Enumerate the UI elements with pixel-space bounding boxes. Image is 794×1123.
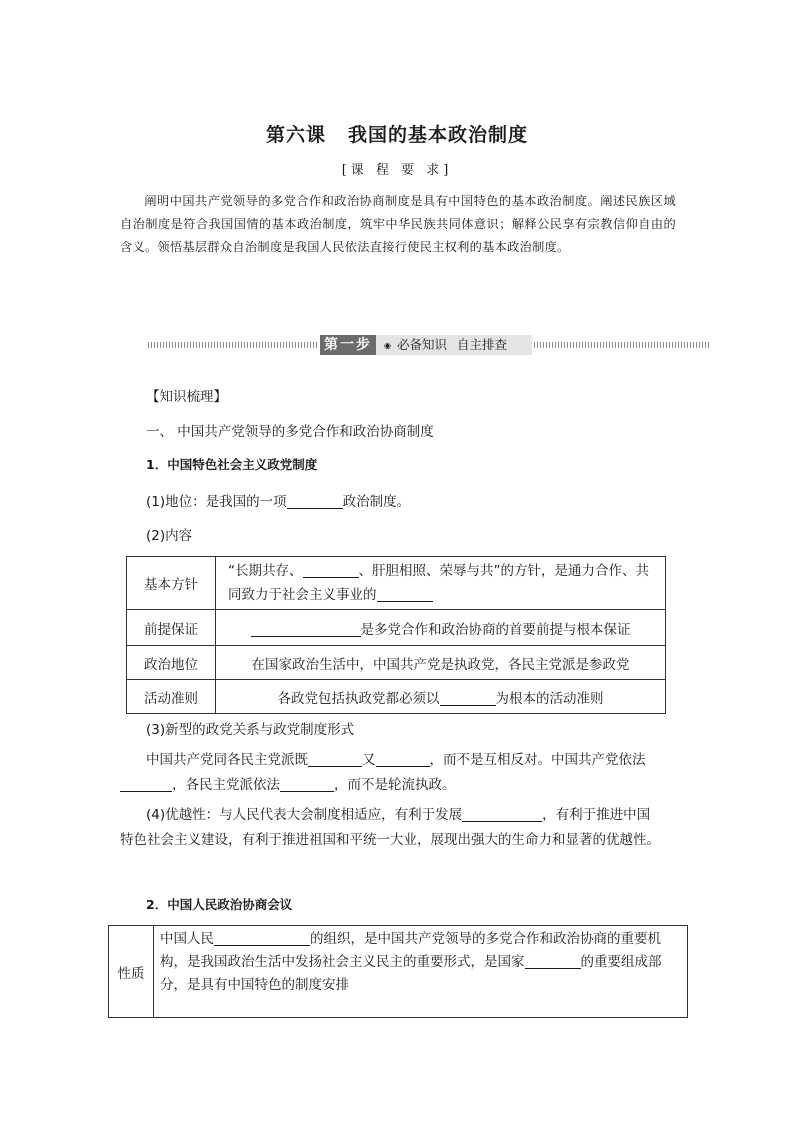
text-segment: (4)优越性：与人民代表大会制度相适应，有利于发展 bbox=[146, 807, 463, 823]
text-segment: 的组织，是中国共产党领导的多党合作和政治协商的重要机 bbox=[310, 931, 661, 947]
text-segment: 构，是我国政治生活中发扬社会主义民主的重要形式，是国家 bbox=[160, 954, 525, 970]
cppcc-table bbox=[108, 925, 688, 1018]
lesson-number: 第六课 bbox=[265, 124, 326, 146]
text-segment: 的重要组成部 bbox=[580, 954, 662, 970]
text-segment: 各政党包括执政党都必须以 bbox=[277, 690, 440, 707]
table-value: 在国家政治生活中，中国共产党是执政党，各民主党派是参政党 bbox=[216, 646, 666, 680]
text-segment: 中国共产党同各民主党派既 bbox=[146, 752, 308, 768]
content-label: (2)内容 bbox=[146, 528, 193, 544]
table-key: 前提保证 bbox=[127, 610, 216, 646]
course-requirements-text: 阐明中国共产党领导的多党合作和政治协商制度是具有中国特色的基本政治制度。阐述民族区域自治制度是符合我国国情的基本政治制度，筑牢中华民族共同体意识；解释公民享有宗教信仰自由的含义。领悟基层群众自治制度是我国人民依法直接行使民主权利的基本政治制度。 bbox=[120, 194, 676, 254]
table-value bbox=[216, 557, 666, 610]
table-key: 基本方针 bbox=[127, 557, 216, 610]
step-banner bbox=[148, 334, 710, 356]
text-segment: 政治制度。 bbox=[342, 494, 411, 510]
fill-blank[interactable] bbox=[525, 954, 581, 969]
text-segment: 是多党合作和政治协商的首要前提与根本保证 bbox=[360, 621, 631, 638]
position-line bbox=[146, 490, 410, 510]
fill-blank[interactable] bbox=[303, 563, 359, 578]
step-caption bbox=[376, 335, 532, 355]
text-segment: 、肝胆相照、荣辱与共”的方针，是通力合作、共 bbox=[358, 563, 649, 579]
banner-hatch-left bbox=[148, 342, 318, 348]
table-key: 活动准则 bbox=[127, 680, 216, 714]
party-system-table bbox=[126, 556, 666, 714]
caption-part-a: 必备知识 bbox=[396, 337, 447, 352]
item-heading: 1．中国特色社会主义政党制度 bbox=[146, 457, 318, 472]
fill-blank[interactable] bbox=[120, 777, 172, 792]
text-segment: ，而不是互相反对。中国共产党依法 bbox=[429, 752, 646, 768]
text-segment: ，有利于推进中国 bbox=[542, 807, 651, 823]
table-row bbox=[109, 926, 688, 1018]
table-key: 性质 bbox=[109, 926, 154, 1018]
advantage-paragraph bbox=[120, 803, 682, 853]
page-title bbox=[0, 120, 794, 147]
text-segment: 又 bbox=[362, 752, 376, 768]
fill-blank[interactable] bbox=[287, 494, 343, 509]
knowledge-heading: 【知识梳理】 bbox=[146, 389, 227, 405]
step-label: 第一步 bbox=[320, 335, 376, 355]
banner-hatch-right bbox=[534, 342, 710, 348]
table-row bbox=[127, 680, 666, 714]
text-segment: (1)地位：是我国的一项 bbox=[146, 494, 287, 510]
bullet-icon: ◉ bbox=[384, 341, 391, 350]
fill-blank[interactable] bbox=[376, 752, 430, 767]
fill-blank[interactable] bbox=[377, 587, 433, 602]
section-heading: 一、 中国共产党领导的多党合作和政治协商制度 bbox=[146, 424, 434, 440]
text-segment: 中国人民 bbox=[160, 931, 214, 947]
course-requirements-heading: [课 程 要 求] bbox=[341, 163, 453, 178]
text-segment: “长期共存、 bbox=[228, 563, 303, 579]
fill-blank[interactable] bbox=[440, 691, 496, 706]
text-segment: ，而不是轮流执政。 bbox=[334, 777, 456, 793]
table-row bbox=[127, 646, 666, 680]
table-value bbox=[216, 680, 666, 714]
fill-blank[interactable] bbox=[462, 807, 542, 822]
table-row bbox=[127, 557, 666, 610]
fill-blank[interactable] bbox=[214, 931, 310, 946]
item-heading: 2．中国人民政治协商会议 bbox=[146, 897, 293, 912]
lesson-name: 我国的基本政治制度 bbox=[348, 124, 529, 146]
fill-blank[interactable] bbox=[308, 752, 362, 767]
text-segment: 为根本的活动准则 bbox=[495, 690, 604, 707]
fill-blank[interactable] bbox=[280, 777, 334, 792]
fill-blank[interactable] bbox=[251, 622, 361, 637]
table-key: 政治地位 bbox=[127, 646, 216, 680]
relation-paragraph bbox=[120, 748, 680, 798]
text-segment: ，各民主党派依法 bbox=[172, 777, 280, 793]
text-segment: 同致力于社会主义事业的 bbox=[228, 587, 377, 603]
table-row bbox=[127, 610, 666, 646]
table-value bbox=[216, 610, 666, 646]
text-segment: 特色社会主义建设，有利于推进祖国和平统一大业，展现出强大的生命力和显著的优越性。 bbox=[120, 832, 660, 848]
table-value bbox=[154, 926, 688, 1018]
text-segment: 分，是具有中国特色的制度安排 bbox=[160, 977, 349, 993]
caption-part-b: 自主排查 bbox=[457, 337, 508, 352]
relation-label: (3)新型的政党关系与政党制度形式 bbox=[146, 722, 355, 738]
